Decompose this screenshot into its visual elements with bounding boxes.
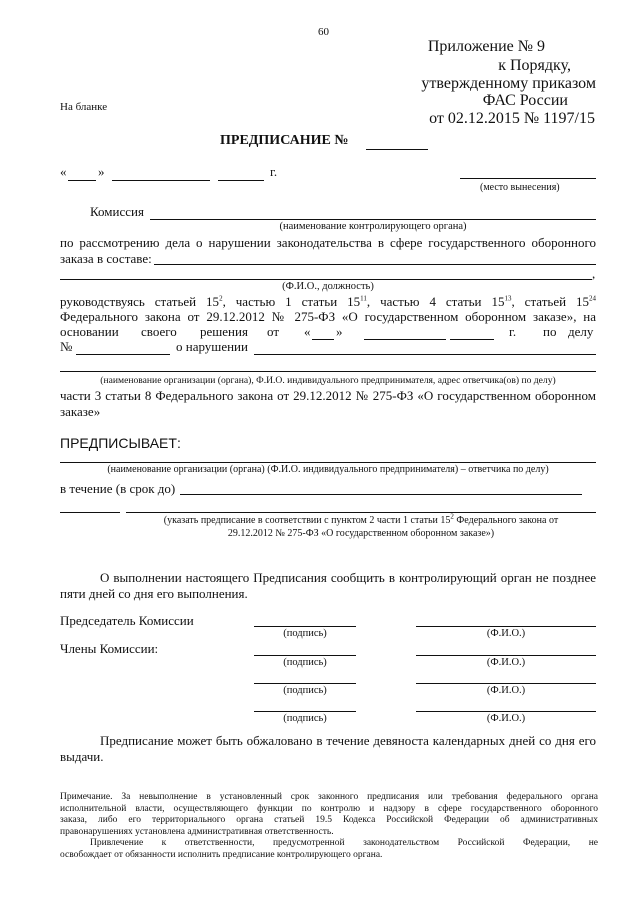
footnote-line-2: исполнительной власти, осуществляющего функции по контролю и надзору в сфере государственного оборонного — [60, 803, 598, 814]
chairman-fio-line — [416, 626, 596, 627]
guided-open-quote: « — [304, 324, 311, 339]
member-2-fio-line — [416, 683, 596, 684]
commission-line — [150, 219, 596, 220]
member-3-fio-line — [416, 711, 596, 712]
footnote-line-6: освобождает от обязанности исполнить предписание контролирующего органа. — [60, 849, 383, 860]
violation-line-1 — [254, 354, 596, 355]
footnote-line-3: заказа, либо его территориального органа статьей 19.5 Кодекса Российской Федерации об административных — [60, 815, 598, 825]
violation-line-2 — [60, 371, 596, 372]
respondent-caption: (наименование организации (органа) (Ф.И.О. индивидуального предпринимателя) – ответчика по делу) — [107, 464, 549, 475]
part3-line-1: части 3 статьи 8 Федерального закона от 29.12.2012 № 275-ФЗ «О государственном оборонном — [60, 388, 596, 403]
guided-from: от — [267, 324, 280, 339]
specify-caption-a: (указать предписание в соответствии с пунктом 2 части 1 статьи 15 — [163, 515, 451, 526]
place-caption: (место вынесения) — [480, 182, 560, 193]
guided-line-1-b: , частью 1 статьи 15 — [222, 294, 361, 309]
commission-label: Комиссия — [90, 204, 144, 219]
annex-line-5: от 02.12.2015 № 1197/15 — [429, 110, 595, 127]
guided-line-1-c: , частью 4 статьи 15 — [366, 294, 505, 309]
guided-own: своего — [141, 324, 177, 339]
appeal-line-2: выдачи. — [60, 749, 104, 764]
footnote-line-5: Привлечение к ответственности, предусмотренной законодательством Российской Федерации, не — [90, 838, 598, 848]
member-2-signature-line — [254, 683, 356, 684]
specify-caption-b: Федерального закона от — [453, 515, 559, 526]
guided-case: делу — [568, 324, 594, 339]
guided-year: г. — [509, 324, 517, 339]
annex-line-2: к Порядку, — [498, 57, 571, 74]
specify-line-short — [60, 512, 120, 513]
guided-line-1-a: руководствуясь статьей 15 — [60, 294, 220, 309]
appeal-line-1: Предписание может быть обжаловано в течение девяноста календарных дней со дня его — [100, 733, 596, 748]
member-3-fio-caption: (Ф.И.О.) — [486, 713, 526, 724]
annex-line-3: утвержденному приказом — [421, 75, 596, 92]
date-day-line — [68, 180, 96, 181]
footnote-line-1: Примечание. За невыполнение в установленный срок законного предписания или требования федерального органа — [60, 792, 598, 802]
guided-number-sign: № — [60, 339, 73, 354]
specify-caption-line-1 — [126, 512, 596, 526]
member-3-signature-caption: (подпись) — [283, 713, 327, 724]
chairman-signature-line — [254, 626, 356, 627]
fio-position-caption: (Ф.И.О., должность) — [282, 281, 374, 292]
commission-caption: (наименование контролирующего органа) — [279, 221, 467, 232]
member-1-signature-line — [254, 655, 356, 656]
specify-caption-line-2: 29.12.2012 № 275-ФЗ «О государственном оборонном заказе») — [227, 528, 495, 539]
date-open-quote: « — [60, 164, 67, 179]
member-3-signature-line — [254, 711, 356, 712]
case-text-line-1: по рассмотрению дела о нарушении законодательства в сфере государственного оборонного — [60, 235, 596, 250]
respondent-line — [60, 462, 596, 463]
guided-violation: о нарушении — [176, 339, 248, 354]
guided-line-1 — [60, 294, 596, 310]
chairman-label: Председатель Комиссии — [60, 613, 194, 628]
member-2-signature-caption: (подпись) — [283, 685, 327, 696]
title-number-line — [366, 149, 428, 150]
prescribes-heading: ПРЕДПИСЫВАЕТ: — [60, 435, 181, 451]
date-year-suffix: г. — [270, 164, 278, 179]
composition-line-1 — [154, 264, 596, 265]
guided-close-quote: » — [336, 324, 343, 339]
composition-comma: , — [592, 266, 596, 281]
footnote — [60, 792, 598, 861]
guided-line-1-d: , статьей 15 — [511, 294, 590, 309]
date-close-quote: » — [98, 164, 105, 179]
guided-decision: решения — [200, 324, 248, 339]
chairman-signature-caption: (подпись) — [283, 628, 327, 639]
document-title: ПРЕДПИСАНИЕ № — [220, 133, 349, 148]
case-number-line — [76, 354, 170, 355]
report-line-1: О выполнении настоящего Предписания сообщить в контролирующий орган не позднее — [100, 570, 596, 585]
place-line — [460, 178, 596, 179]
term-label: в течение (в срок до) — [60, 481, 176, 496]
guided-line-1-a-sup: 2 — [219, 294, 223, 303]
guided-by: по — [543, 324, 557, 339]
case-text-line-2: заказа в составе: — [60, 251, 152, 266]
blank-note: На бланке — [60, 101, 108, 113]
part3-line-2: заказе» — [60, 404, 101, 419]
member-1-signature-caption: (подпись) — [283, 657, 327, 668]
report-line-2: пяти дней со дня его выполнения. — [60, 586, 248, 601]
decision-year-line — [450, 339, 494, 340]
footnote-line-4: правонарушениях установлена административная ответственность. — [60, 826, 334, 837]
guided-line-1-c-sup: 13 — [504, 294, 512, 303]
term-line — [180, 494, 582, 495]
org-caption: (наименование организации (органа), Ф.И.О. индивидуального предпринимателя, адрес ответчика(ов) по делу) — [100, 375, 556, 386]
decision-day-line — [312, 339, 334, 340]
annex-line-4: ФАС России — [482, 92, 568, 109]
chairman-fio-caption: (Ф.И.О.) — [486, 628, 526, 639]
member-1-fio-caption: (Ф.И.О.) — [486, 657, 526, 668]
members-label: Члены Комиссии: — [60, 641, 159, 656]
date-year-line — [218, 180, 264, 181]
guided-line-1-b-sup: 11 — [360, 294, 367, 303]
specify-caption-sup: 2 — [450, 512, 454, 521]
specify-line — [126, 512, 596, 513]
page-number: 60 — [318, 26, 329, 38]
date-month-line — [112, 180, 210, 181]
guided-basis: основании — [60, 324, 119, 339]
member-1-fio-line — [416, 655, 596, 656]
annex-line-1: Приложение № 9 — [427, 38, 545, 55]
guided-line-2: Федерального закона от 29.12.2012 № 275-ФЗ «О государственном оборонном заказе», на — [60, 309, 596, 324]
member-2-fio-caption: (Ф.И.О.) — [486, 685, 526, 696]
decision-month-line — [364, 339, 446, 340]
guided-line-1-d-sup: 24 — [589, 294, 597, 303]
composition-line-2 — [60, 279, 592, 280]
